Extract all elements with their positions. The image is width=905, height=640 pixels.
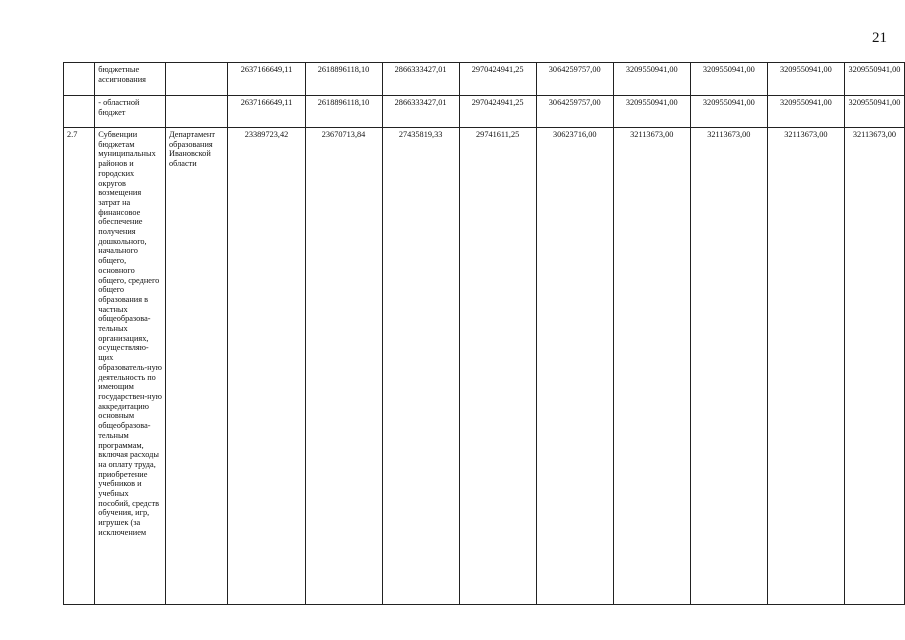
value-cell: 3209550941,00 [613, 96, 690, 128]
row-number-cell: 2.7 [64, 128, 95, 605]
value-cell: 32113673,00 [613, 128, 690, 605]
row-number-cell [64, 63, 95, 96]
row-name-cell: бюджетные ассигнования [95, 63, 166, 96]
value-cell: 3209550941,00 [767, 96, 844, 128]
value-cell: 2637166649,11 [228, 96, 305, 128]
value-cell: 2618896118,10 [305, 96, 382, 128]
value-cell: 3064259757,00 [536, 63, 613, 96]
row-executor-cell [165, 63, 228, 96]
row-name-cell: Субвенции бюджетам муниципальных районов и городских округов возмещения затрат на финансовое обеспечение получения дошкольного, начального общего, основного общего, среднего общего образования в частных общеобразова-тельных организациях, осуществляю-щих образователь-ную деятельность по имеющим государствен-ную аккредитацию основным общеобразова-тельным программам, включая расходы на оплату труда, приобретение учебников и учебных пособий, средств обучения, игр, игрушек (за исключением [95, 128, 166, 605]
value-cell: 2618896118,10 [305, 63, 382, 96]
value-cell: 3209550941,00 [690, 96, 767, 128]
value-cell: 32113673,00 [844, 128, 904, 605]
value-cell: 2866333427,01 [382, 96, 459, 128]
row-executor-cell: Департамент образования Ивановской области [165, 128, 228, 605]
value-cell: 3209550941,00 [767, 63, 844, 96]
value-cell: 23389723,42 [228, 128, 305, 605]
value-cell: 23670713,84 [305, 128, 382, 605]
row-number-cell [64, 96, 95, 128]
value-cell: 29741611,25 [459, 128, 536, 605]
row-executor-cell [165, 96, 228, 128]
table-row [64, 63, 905, 96]
budget-table [63, 62, 905, 605]
value-cell: 2866333427,01 [382, 63, 459, 96]
page-number: 21 [872, 30, 887, 46]
value-cell: 3209550941,00 [690, 63, 767, 96]
table-row [64, 96, 905, 128]
value-cell: 2637166649,11 [228, 63, 305, 96]
table-row [64, 128, 905, 605]
value-cell: 32113673,00 [767, 128, 844, 605]
value-cell: 3209550941,00 [844, 96, 904, 128]
value-cell: 3064259757,00 [536, 96, 613, 128]
value-cell: 30623716,00 [536, 128, 613, 605]
value-cell: 3209550941,00 [844, 63, 904, 96]
value-cell: 32113673,00 [690, 128, 767, 605]
value-cell: 3209550941,00 [613, 63, 690, 96]
value-cell: 27435819,33 [382, 128, 459, 605]
value-cell: 2970424941,25 [459, 63, 536, 96]
value-cell: 2970424941,25 [459, 96, 536, 128]
row-name-cell: - областной бюджет [95, 96, 166, 128]
